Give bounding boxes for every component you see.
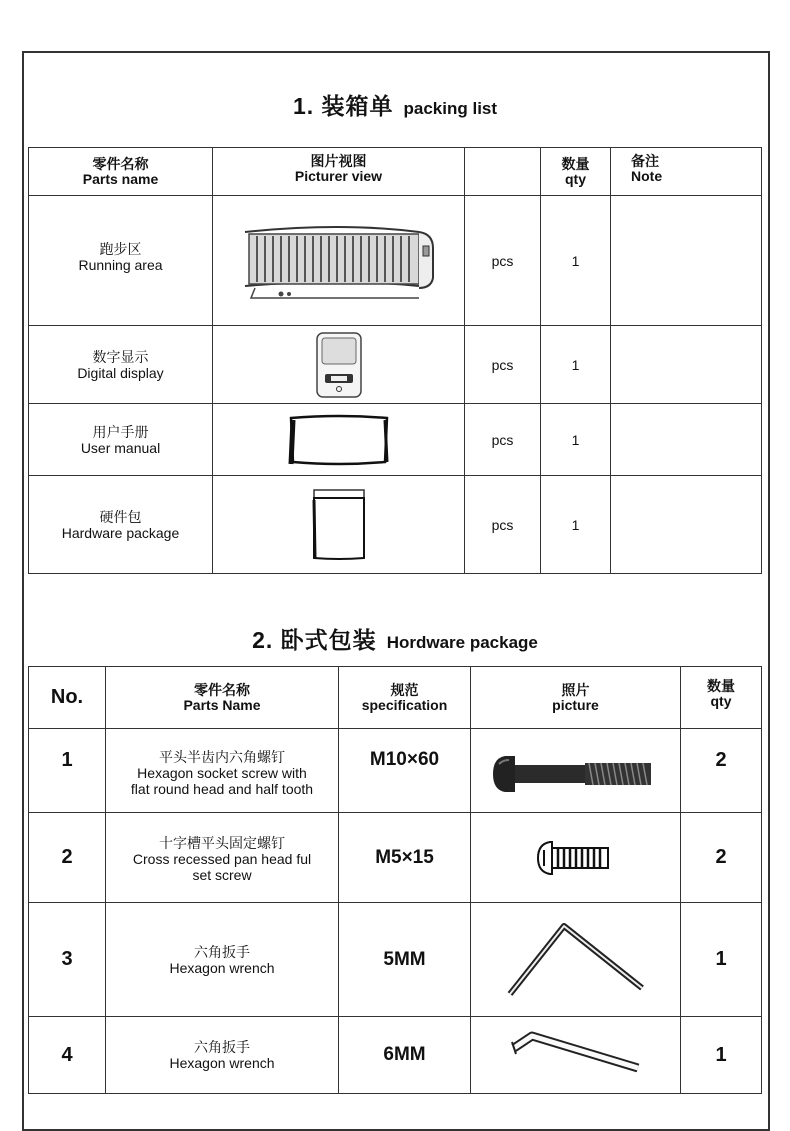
part-name-cell bbox=[106, 903, 339, 1017]
qty-cell: 1 bbox=[541, 326, 611, 404]
part-name-zh: 硬件包 bbox=[99, 508, 142, 525]
part-name-zh: 数字显示 bbox=[92, 348, 149, 365]
table-row bbox=[29, 729, 762, 813]
header-picture-zh: 照片 bbox=[561, 681, 590, 698]
header-parts-name bbox=[106, 667, 339, 729]
header-qty-en: qty bbox=[710, 693, 732, 709]
section2-title bbox=[0, 622, 790, 655]
part-name-cell bbox=[106, 1017, 339, 1094]
header-qty bbox=[541, 148, 611, 196]
section2-title-en: Hordware package bbox=[386, 633, 538, 652]
spec-value: M10×60 bbox=[369, 749, 440, 770]
header-picture-en: Picturer view bbox=[294, 168, 383, 184]
picture-cell bbox=[471, 813, 681, 903]
spec-value: M5×15 bbox=[375, 846, 434, 868]
header-parts-name-zh: 零件名称 bbox=[92, 155, 149, 172]
header-spec-zh: 规范 bbox=[390, 681, 419, 698]
section1-title-en: packing list bbox=[403, 99, 498, 118]
header-note-en: Note bbox=[631, 168, 663, 184]
spec-value: 5MM bbox=[383, 948, 426, 970]
qty-cell bbox=[681, 1017, 762, 1094]
part-name-en: Hardware package bbox=[61, 524, 180, 541]
unit-cell: pcs bbox=[465, 476, 541, 574]
part-name-en: User manual bbox=[80, 439, 161, 456]
part-name-en-line2: flat round head and half tooth bbox=[130, 781, 314, 797]
part-name-cell bbox=[29, 326, 213, 404]
table-row bbox=[29, 404, 762, 476]
header-picture bbox=[471, 667, 681, 729]
header-qty-zh: 数量 bbox=[707, 678, 735, 694]
no-cell bbox=[29, 813, 106, 903]
note-cell bbox=[611, 326, 762, 404]
part-name-en-line1: Hexagon socket screw with bbox=[137, 765, 307, 781]
note-cell bbox=[611, 476, 762, 574]
qty-value: 1 bbox=[715, 1043, 727, 1066]
header-parts-name-en: Parts name bbox=[82, 170, 159, 187]
header-no-label: No. bbox=[50, 686, 84, 708]
header-picture-view bbox=[213, 148, 465, 196]
spec-value: 6MM bbox=[383, 1044, 426, 1065]
header-qty bbox=[681, 667, 762, 729]
hex-wrench-5mm-icon bbox=[471, 920, 680, 1000]
qty-cell: 1 bbox=[541, 196, 611, 326]
unit-cell: pcs bbox=[465, 196, 541, 326]
header-parts-name bbox=[29, 148, 213, 196]
row-number: 3 bbox=[61, 948, 73, 970]
picture-cell bbox=[471, 903, 681, 1017]
no-cell bbox=[29, 903, 106, 1017]
section1-title bbox=[0, 88, 790, 121]
header-qty-en: qty bbox=[565, 170, 586, 187]
unit-cell: pcs bbox=[465, 326, 541, 404]
qty-value: 2 bbox=[715, 749, 727, 771]
table-row bbox=[29, 903, 762, 1017]
qty-cell bbox=[681, 729, 762, 813]
table-row bbox=[29, 326, 762, 404]
header-name-en: Parts Name bbox=[183, 696, 261, 713]
picture-cell bbox=[471, 1017, 681, 1094]
header-qty-zh: 数量 bbox=[561, 155, 590, 172]
no-cell bbox=[29, 1017, 106, 1094]
header-name-zh: 零件名称 bbox=[194, 681, 250, 698]
picture-cell bbox=[471, 729, 681, 813]
header-note-zh: 备注 bbox=[631, 153, 659, 169]
spec-cell bbox=[339, 813, 471, 903]
hex-wrench-6mm-icon bbox=[471, 1030, 680, 1080]
row-number: 4 bbox=[61, 1043, 73, 1066]
part-name-zh: 跑步区 bbox=[99, 240, 142, 257]
part-name-cell bbox=[106, 813, 339, 903]
row-number: 1 bbox=[61, 749, 73, 771]
table-row bbox=[29, 196, 762, 326]
part-name-en-line1: Hexagon wrench bbox=[169, 959, 275, 976]
picture-cell bbox=[213, 196, 465, 326]
picture-cell bbox=[213, 326, 465, 404]
part-name-en-line1: Cross recessed pan head ful bbox=[132, 851, 312, 867]
part-name-en-line2: set screw bbox=[192, 867, 252, 883]
qty-cell bbox=[681, 813, 762, 903]
hardware-bag-icon bbox=[213, 488, 464, 562]
spec-cell bbox=[339, 1017, 471, 1094]
part-name-zh: 用户手册 bbox=[92, 423, 149, 440]
header-spec-en: specification bbox=[361, 696, 448, 713]
header-picture-zh: 图片视图 bbox=[310, 153, 367, 169]
qty-cell bbox=[681, 903, 762, 1017]
header-unit bbox=[465, 148, 541, 196]
spec-cell bbox=[339, 729, 471, 813]
header-note bbox=[611, 148, 762, 196]
treadmill-icon bbox=[213, 218, 464, 304]
spec-cell bbox=[339, 903, 471, 1017]
part-name-zh: 平头半齿内六角螺钉 bbox=[159, 749, 285, 765]
section1-title-zh: 1. 装箱单 bbox=[292, 93, 394, 119]
hardware-package-table bbox=[28, 666, 762, 1094]
part-name-en-line1: Hexagon wrench bbox=[169, 1055, 275, 1071]
unit-cell: pcs bbox=[465, 404, 541, 476]
digital-display-icon bbox=[213, 330, 464, 400]
packing-list-header-row bbox=[29, 148, 762, 196]
table-row bbox=[29, 476, 762, 574]
hardware-header-row bbox=[29, 667, 762, 729]
part-name-en: Digital display bbox=[77, 364, 164, 381]
packing-list-table bbox=[28, 147, 762, 574]
qty-value: 1 bbox=[715, 948, 727, 970]
qty-cell: 1 bbox=[541, 404, 611, 476]
socket-screw-icon bbox=[471, 746, 680, 796]
user-manual-icon bbox=[213, 412, 464, 468]
table-row bbox=[29, 1017, 762, 1094]
header-no bbox=[29, 667, 106, 729]
part-name-cell bbox=[106, 729, 339, 813]
part-name-zh: 十字槽平头固定螺钉 bbox=[159, 835, 285, 851]
picture-cell bbox=[213, 476, 465, 574]
table-row bbox=[29, 813, 762, 903]
no-cell bbox=[29, 729, 106, 813]
part-name-cell bbox=[29, 196, 213, 326]
section2-title-zh: 2. 卧式包装 bbox=[252, 627, 377, 653]
part-name-cell bbox=[29, 476, 213, 574]
part-name-zh: 六角扳手 bbox=[194, 1039, 250, 1055]
header-picture-en: picture bbox=[552, 696, 599, 713]
note-cell bbox=[611, 404, 762, 476]
picture-cell bbox=[213, 404, 465, 476]
row-number: 2 bbox=[61, 846, 73, 868]
pan-head-screw-icon bbox=[471, 838, 680, 878]
qty-value: 2 bbox=[715, 846, 727, 868]
part-name-cell bbox=[29, 404, 213, 476]
note-cell bbox=[611, 196, 762, 326]
qty-cell: 1 bbox=[541, 476, 611, 574]
part-name-en: Running area bbox=[78, 256, 163, 273]
header-specification bbox=[339, 667, 471, 729]
part-name-zh: 六角扳手 bbox=[194, 943, 250, 960]
